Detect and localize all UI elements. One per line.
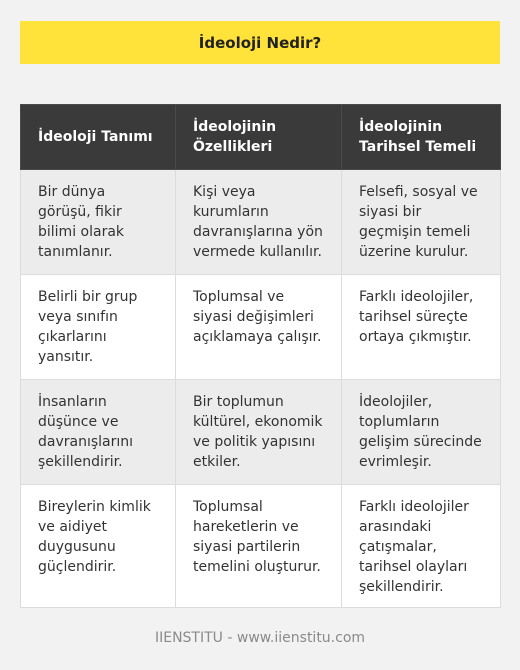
- table-cell: Farklı ideolojiler arasındaki çatışmalar, tarihsel olayları şekillendirir.: [342, 485, 501, 608]
- table-row: [21, 275, 501, 380]
- table-cell: Bir dünya görüşü, fikir bilimi olarak tanımlanır.: [21, 170, 176, 275]
- table-cell: İnsanların düşünce ve davranışlarını şekillendirir.: [21, 380, 176, 485]
- table-cell: Toplumsal hareketlerin ve siyasi partilerin temelini oluşturur.: [176, 485, 342, 608]
- column-header: İdeolojinin Tarihsel Temeli: [342, 105, 501, 170]
- table-cell: Belirli bir grup veya sınıfın çıkarlarını yansıtır.: [21, 275, 176, 380]
- footer-credit: IIENSTITU - www.iienstitu.com: [154, 630, 366, 646]
- table-cell: İdeolojiler, toplumların gelişim sürecinde evrimleşir.: [342, 380, 501, 485]
- table-row: [21, 170, 501, 275]
- table-cell: Felsefi, sosyal ve siyasi bir geçmişin temeli üzerine kurulur.: [342, 170, 501, 275]
- table-cell: Bireylerin kimlik ve aidiyet duygusunu güçlendirir.: [21, 485, 176, 608]
- table-cell: Bir toplumun kültürel, ekonomik ve politik yapısını etkiler.: [176, 380, 342, 485]
- page-title: İdeoloji Nedir?: [20, 21, 500, 64]
- table-cell: Farklı ideolojiler, tarihsel süreçte ortaya çıkmıştır.: [342, 275, 501, 380]
- table-header-row: [21, 105, 501, 170]
- ideology-table: [20, 104, 501, 608]
- table-row: [21, 485, 501, 608]
- column-header: İdeolojinin Özellikleri: [176, 105, 342, 170]
- column-header: İdeoloji Tanımı: [21, 105, 176, 170]
- table-cell: Toplumsal ve siyasi değişimleri açıklamaya çalışır.: [176, 275, 342, 380]
- table-row: [21, 380, 501, 485]
- table-cell: Kişi veya kurumların davranışlarına yön vermede kullanılır.: [176, 170, 342, 275]
